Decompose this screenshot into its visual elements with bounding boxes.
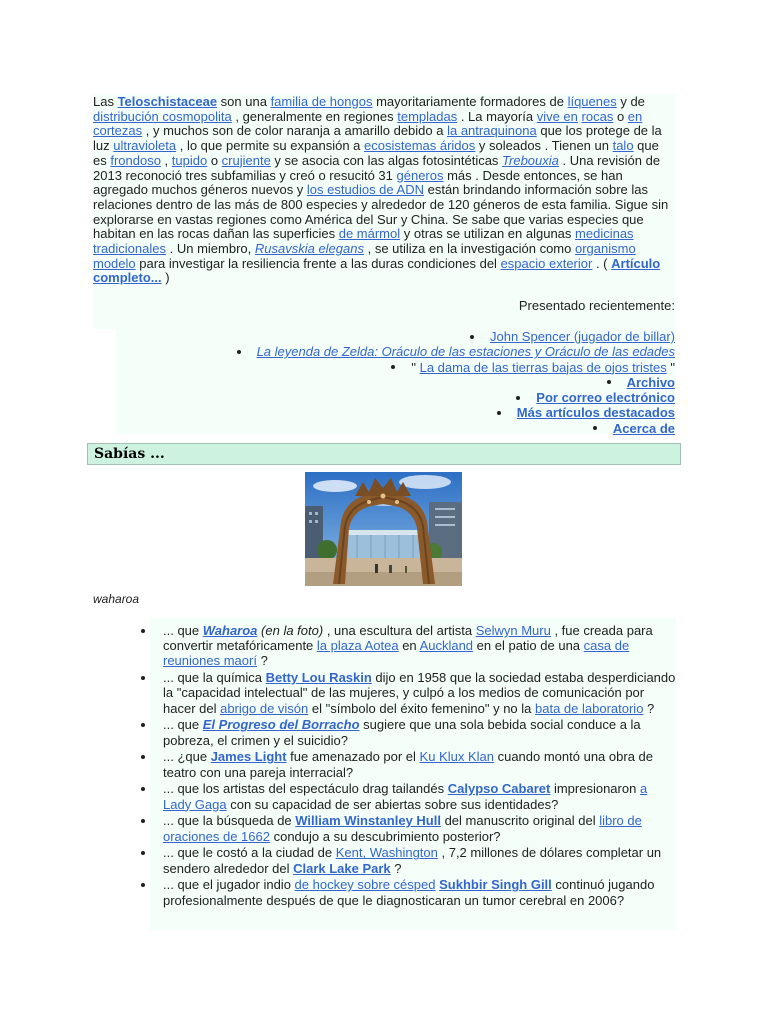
link-casa-de-reuniones-maori[interactable]: casa de reuniones maorí bbox=[163, 638, 630, 669]
link-tupido[interactable]: tupido bbox=[171, 152, 208, 168]
list-item bbox=[237, 360, 675, 375]
link-selwyn-muru[interactable]: Selwyn Muru bbox=[475, 623, 551, 638]
list-item: ... que la química Betty Lou Raskin dijo en 1958 que la sociedad estaba desperdiciando la "capacidad intelectual" de las mujeres, y culpó a los medios de comunicación por hacer del abrigo de visón el "símbolo del éxito femenino" y no la bata de laboratorio ? bbox=[163, 670, 676, 716]
bullet-icon bbox=[141, 787, 145, 791]
bullet-icon bbox=[516, 396, 520, 400]
link-zelda-oraculo[interactable]: La leyenda de Zelda: Oráculo de las estaciones y Oráculo de las edades bbox=[256, 344, 675, 360]
bullet-icon bbox=[141, 851, 145, 855]
link-clark-lake-park[interactable]: Clark Lake Park bbox=[293, 860, 391, 876]
quote-mark: " bbox=[411, 359, 416, 375]
link-james-light[interactable]: James Light bbox=[210, 749, 287, 765]
link-mas-articulos-destacados[interactable]: Más artículos destacados bbox=[516, 405, 675, 421]
link-ku-klux-klan[interactable]: Ku Klux Klan bbox=[419, 749, 494, 765]
bullet-icon bbox=[141, 629, 145, 633]
bullet-icon bbox=[470, 335, 474, 339]
link-ultravioleta[interactable]: ultravioleta bbox=[113, 138, 177, 154]
link-calypso-cabaret[interactable]: Calypso Cabaret bbox=[447, 781, 551, 797]
link-la-antraquinona[interactable]: la antraquinona bbox=[447, 123, 537, 139]
bullet-icon bbox=[141, 819, 145, 823]
list-item: ... que los artistas del espectáculo drag tailandés Calypso Cabaret impresionaron a Lady Gaga con su capacidad de ser abiertas sobre sus identidades? bbox=[163, 781, 676, 811]
link-waharoa[interactable]: Waharoa bbox=[202, 623, 258, 638]
recent-featured-list bbox=[237, 329, 675, 436]
link-el-progreso-del-borracho[interactable]: El Progreso del Borracho bbox=[202, 717, 360, 733]
featured-article-text: Las Teloschistaceae son una familia de hongos mayoritariamente formadores de líquenes y de distribución cosmopolita , generalmente en regiones templadas . La mayoría vive en rocas o en cortezas , y muchos son de color naranja a amarillo debido a la antraquinona que los protege de la luz ultravioleta , lo que permite su expansión a ecosistemas áridos y soleados . Tienen un talo que es frondoso , tupido o crujiente y se asocia con las algas fotosintéticas Trebouxia . Una revisión de 2013 reconoció tres subfamilias y creó o resucitó 31 géneros más . Desde entonces, se han agregado muchos géneros nuevos y los estudios de ADN están brindando información sobre las relaciones dentro de las más de 800 especies y alrededor de 120 géneros de esta familia. Sigue sin explorarse en vastas regiones como América del Sur y China. Se sabe que varias especies que habitan en las rocas dañan las superficies de mármol y otras se utilizan en algunas medicinas tradicionales . Un miembro, Rusavskia elegans , se utiliza en la investigación como organismo modelo para investigar la resiliencia frente a las duras condiciones del espacio exterior . ( Artículo completo... ) bbox=[93, 94, 669, 286]
link-vive-en[interactable]: vive en bbox=[536, 108, 578, 124]
link-acerca-de[interactable]: Acerca de bbox=[612, 420, 675, 436]
link-bata-de-laboratorio[interactable]: bata de laboratorio bbox=[535, 700, 644, 716]
link-los-estudios-de-adn[interactable]: los estudios de ADN bbox=[306, 182, 424, 198]
link-teloschistaceae[interactable]: Teloschistaceae bbox=[117, 94, 218, 109]
link-auckland[interactable]: Auckland bbox=[419, 638, 474, 654]
featured-article bbox=[93, 94, 675, 434]
photo-caption: waharoa bbox=[93, 592, 140, 606]
link-john-spencer[interactable]: John Spencer (jugador de billar) bbox=[490, 329, 675, 344]
waharoa-photo[interactable] bbox=[305, 472, 462, 586]
link-libro-de-oraciones-de-1662[interactable]: libro de oraciones de 1662 bbox=[163, 813, 642, 844]
list-item: ... que el jugador indio de hockey sobre césped Sukhbir Singh Gill continuó jugando profesionalmente después de que le diagnosticaran un tumor cerebral en 2006? bbox=[163, 877, 676, 907]
waharoa-image bbox=[305, 472, 462, 586]
list-item bbox=[237, 390, 675, 405]
list-item bbox=[237, 405, 675, 420]
did-you-know-list bbox=[163, 623, 676, 909]
list-item: ... que la búsqueda de William Winstanley Hull del manuscrito original del libro de oraciones de 1662 condujo a su descubrimiento posterior? bbox=[163, 813, 676, 843]
link-de-hockey-sobre-cesped[interactable]: de hockey sobre césped bbox=[294, 877, 436, 893]
link-ecosistemas-aridos[interactable]: ecosistemas áridos bbox=[364, 138, 476, 154]
bullet-icon bbox=[391, 365, 395, 369]
list-item bbox=[237, 375, 675, 390]
link-frondoso[interactable]: frondoso bbox=[110, 152, 161, 168]
bullet-icon bbox=[141, 883, 145, 887]
link-talo[interactable]: talo bbox=[612, 138, 634, 154]
link-en-cortezas[interactable]: en cortezas bbox=[93, 108, 643, 139]
bullet-icon bbox=[497, 411, 501, 415]
list-item bbox=[237, 329, 675, 344]
list-item bbox=[237, 421, 675, 436]
bullet-icon bbox=[593, 426, 597, 430]
quote-mark: " bbox=[670, 359, 675, 375]
link-liquenes[interactable]: líquenes bbox=[567, 94, 617, 109]
link-la-plaza-aotea[interactable]: la plaza Aotea bbox=[316, 638, 399, 654]
list-item bbox=[237, 344, 675, 359]
link-articulo-completo[interactable]: Artículo completo... bbox=[93, 255, 661, 286]
link-betty-lou-raskin[interactable]: Betty Lou Raskin bbox=[265, 670, 372, 686]
bullet-icon bbox=[607, 380, 611, 384]
link-abrigo-de-vison[interactable]: abrigo de visón bbox=[220, 700, 309, 716]
did-you-know-header bbox=[87, 443, 681, 465]
bullet-icon bbox=[141, 676, 145, 680]
did-you-know-title: Sabías ... bbox=[94, 446, 165, 462]
link-kent-washington[interactable]: Kent, Washington bbox=[335, 845, 438, 861]
link-sukhbir-singh-gill[interactable]: Sukhbir Singh Gill bbox=[439, 877, 552, 893]
link-la-dama-de-las-tierras-bajas[interactable]: La dama de las tierras bajas de ojos tristes bbox=[419, 359, 667, 375]
list-item: ... ¿que James Light fue amenazado por el Ku Klux Klan cuando montó una obra de teatro con una pareja interracial? bbox=[163, 749, 676, 779]
link-william-winstanley-hull[interactable]: William Winstanley Hull bbox=[295, 813, 441, 829]
link-organismo-modelo[interactable]: organismo modelo bbox=[93, 241, 636, 271]
link-archivo[interactable]: Archivo bbox=[626, 374, 675, 390]
presented-recently-label: Presentado recientemente: bbox=[518, 298, 675, 313]
link-templadas[interactable]: templadas bbox=[397, 108, 458, 124]
link-familia-de-hongos[interactable]: familia de hongos bbox=[270, 94, 373, 109]
list-item: ... que Waharoa (en la foto) , una escultura del artista Selwyn Muru , fue creada para convertir metafóricamente la plaza Aotea en Auckland en el patio de una casa de reuniones maorí ? bbox=[163, 623, 676, 669]
link-trebouxia[interactable]: Trebouxia bbox=[502, 152, 559, 168]
link-generos[interactable]: géneros bbox=[396, 167, 444, 183]
bullet-icon bbox=[141, 755, 145, 759]
bullet-icon bbox=[141, 723, 145, 727]
bullet-icon bbox=[237, 350, 241, 354]
link-medicinas-tradicionales[interactable]: medicinas tradicionales bbox=[93, 226, 634, 257]
link-de-marmol[interactable]: de mármol bbox=[338, 226, 401, 242]
link-por-correo-electronico[interactable]: Por correo electrónico bbox=[536, 390, 675, 406]
link-rocas[interactable]: rocas bbox=[581, 108, 614, 124]
list-item: ... que le costó a la ciudad de Kent, Washington , 7,2 millones de dólares completar un sendero alrededor del Clark Lake Park ? bbox=[163, 845, 676, 875]
list-item: ... que El Progreso del Borracho sugiere que una sola bebida social conduce a la pobreza, el crimen y el suicidio? bbox=[163, 717, 676, 747]
link-espacio-exterior[interactable]: espacio exterior bbox=[500, 255, 593, 271]
link-distribucion-cosmopolita[interactable]: distribución cosmopolita bbox=[93, 108, 232, 124]
link-a-lady-gaga[interactable]: a Lady Gaga bbox=[163, 781, 648, 812]
link-crujiente[interactable]: crujiente bbox=[221, 152, 271, 168]
link-rusavskia-elegans[interactable]: Rusavskia elegans bbox=[254, 241, 364, 257]
